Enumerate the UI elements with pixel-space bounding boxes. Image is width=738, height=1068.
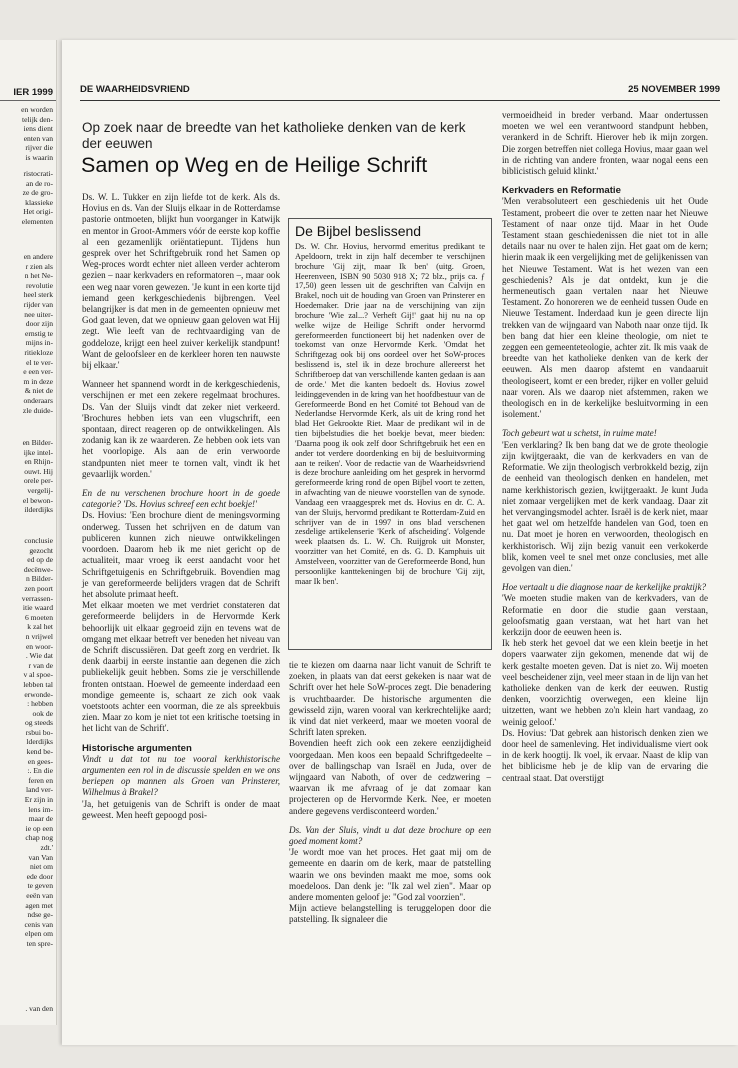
paragraph: Ds. Hovius: 'Dat gebrek aan historisch denken zien we door heel de samenleving. Het individualisme viert ook in de kerk hoogtij. Ik voel, ik ervaar. Naast de klip van het biblicisme heb je de klip van de ervaring die centraal staat. Dat overstijgt (502, 727, 708, 783)
article-title: Samen op Weg en de Heilige Schrift (81, 153, 428, 177)
article-column-2 (289, 660, 491, 926)
paragraph: 'Je wordt moe van het proces. Het gaat mij om de gemeente en daarin om de kerk, maar de patstelling waarin we ons bevinden maakt me moe, soms ook moedeloos. Dan denk je: "Ik zal wel zien". Maar op andere momenten geloof je: "God zal voorzien". (289, 847, 491, 903)
publication-name: DE WAARHEIDSVRIEND (80, 84, 190, 95)
left-page-rule (0, 100, 56, 101)
interview-question: Hoe vertaalt u die diagnose naar de kerkelijke praktijk? (502, 582, 707, 593)
left-fragment-6: . van den (25, 1004, 53, 1013)
article-column-3 (502, 110, 708, 784)
subheading: Kerkvaders en Reformatie (502, 185, 621, 197)
paragraph: Bovendien heeft zich ook een zekere eenzijdigheid voorgedaan. Men koos een bepaald Schriftgedeelte – over de ballingschap van Israël en Juda, over de wijngaard van Naboth, of over de cedzwering – waarvan ik me afvraag of je dat zomaar kan projecteren op de Hervormde Kerk. Nee, er moeten andere gegevens verdisconteerd worden.' (289, 738, 491, 816)
left-page-header: IER 1999 (13, 87, 53, 98)
interview-question: Toch gebeurt wat u schetst, in ruime mate! (502, 428, 657, 439)
paragraph: 'Ja, het getuigenis van de Schrift is onder de maat geweest. Men heeft gepoogd posi- (82, 798, 280, 820)
paragraph: Ds. W. L. Tukker en zijn liefde tot de kerk. Als ds. Hovius en ds. Van der Sluijs elkaar in de Rotterdamse pastorie ontmoeten, blijkt hun voorganger in Katwijk en mentor in Groot-Ammers vóór de eerste kop koffie al een gezamenlijk oriëntatiepunt. Tijdens hun gesprek over het Schriftgebruik rond het Samen op Weg-proces wordt echter niet alleen verder achterom gezien – naar kerkvaders en reformatoren –, maar ook een weg naar voren gewezen. 'Je kunt in een korte tijd iemand geen kerkgeschiedenis bijbrengen. Veel belangrijker is dat men in de gemeenten opnieuw met God gaat leven, dat we opnieuw gaan geloven wat Hij zegt. Wie leeft van de rechtvaardiging van de goddeloze, krijgt een heel zuiver kerkelijk standpunt! Want de geloofsleer en de kerkleer horen ten nauwste bij elkaar.' (82, 192, 280, 371)
paragraph: Wanneer het spannend wordt in de kerkgeschiedenis, verschijnen er met een zekere regelmaat brochures. Ds. Van der Sluijs vindt dat zeker niet verkeerd. 'Brochures hebben iets van een vlugschrift, een spontaan, direct reageren op de ontwikkelingen. Als zodanig kan ik ze waarderen. Ze hebben ook iets van het voorlopige. Als aan de erin verwoorde standpunten niet meer te tornen valt, vindt ik het gevaarlijk worden.' (82, 379, 280, 479)
paragraph: 'Een verklaring? Ik ben bang dat we de grote theologie zijn kwijtgeraakt, die van de kerkvaders en van de Reformatie. We zijn theologisch verbrokkeld bezig, zijn de eenheid van theologisch denken en handelen, met name kerkhistorisch gezien, kwijtgeraakt. Je kunt Juda niet zomaar vergelijken met de kerk vandaag. Daar zit het vervangingsmodel achter. Israël is de kerk niet, maar het gaat wel om hetzelfde handelen van God, toen en nu. Dat moet je horen en verwoorden, theologisch en kerkhistorisch. Wij zijn bezig vanuit een verkokerde blik, komen veel te snel met onze conclusies, met alle gevolgen van dien.' (502, 439, 708, 573)
paragraph: Met elkaar moeten we met verdriet constateren dat gereformeerde belijders in de Hervormde Kerk behoorlijk uit elkaar gegroeid zijn en tevens wat de omgang met elkaar betreft ver beneden het niveau van de Schrift discussiëren. Dat geeft zorg en verdriet. Ik denk daarbij in eerste instantie aan degenen die zich publiekelijk geuit hebben. Soms zie je verschillende fronten ontstaan. Hoewel de gemeente inderdaad een mondige gemeente is, schaart ze zich ook vaak voetstoots achter een voorman, die ze als spreekbuis zien. Maar zo kom je niet tot een kritische toetsing in het licht van de Schrift'. (82, 600, 280, 734)
paragraph: vermoeidheid in breder verband. Maar ondertussen moeten we wel een verantwoord standpunt hebben, verankerd in de Schrift. Hierover heb ik mijn zorgen. Die zorgen betreffen niet collega Hovius, maar gaan wel in de richting van andere fronten, waar nogal eens een biblicistisch geluid klinkt.' (502, 110, 708, 177)
paragraph: Mijn actieve belangstelling is teruggelopen door die patstelling. Ik signaleer die (289, 903, 491, 925)
left-fragment-1: en worden telijk den- iens dient enten van rijver die is waarin (21, 105, 53, 162)
interview-question: En de nu verschenen brochure hoort in de goede categorie? 'Ds. Hovius schreef een echt boekje!' (82, 488, 280, 510)
left-fragment-5: conclusie gezocht ed op de decënwe- n Bilder- zen poort verrassen- itie waard 6 moeten k zal het n vrijwel en woor- . Wie dat r van de v al spoe- lebben tal erwonde- : hebben ook de og steeds rsbui bo- lderdijks kend be- en gees- :. En die feren en land ver- Er zijn in lens im- maar de ie op een chap nog zdt.' van Van niet om ede door te geven eeën van agen met ndse ge- cenis van elpen om ten spre- (21, 536, 53, 948)
interview-question: Vindt u dat tot nu toe vooral kerkhistorische argumenten een rol in de discussie spelden en we ons beriepen op mannen als Groen van Prinsterer, Wilhelmus à Brakel? (82, 753, 280, 798)
sidebar-body: Ds. W. Chr. Hovius, hervormd emeritus predikant te Apeldoorn, trekt in zijn half december te verschijnen brochure 'Gij zijt, maar Ik ben' (uitg. Groen, Heerenveen, ISBN 90 5030 918 X; 72 blz., prijs ca. ƒ 17,50) geen lessen uit de geschriften van Calvijn en Brakel, noch uit de houding van Groen van Prinsterer en Hoedemaker. Drie jaar na de verschijning van zijn brochure 'Wie zal...? Verheft Gij!' gaat hij nu na op welke wijze de Heilige Schrift onder hervormd gereformeerden functioneert bij het nadenken over de toekomst van onze Hervormde Kerk. 'Omdat het Schriftgezag ook bij ons oordeel over het SoW-proces beslissend is, stel ik in deze brochure allereerst het Schriftberoep dat van verschillende kanten gedaan is aan de orde.' Met die kanten bedoelt ds. Hovius zowel leidinggevenden in de kring van het hoofdbestuur van de Gereformeerde Bond en het Comité tot Behoud van de Nederlandse Hervormde Kerk, als uit de kring rond het blad Het Gekrookte Riet. Maar de predikant wil in de tien bijbelstudies die het boekje bevat, meer bieden: 'Daarna poog ik ook zelf door Schriftgebruik het een en ander tot verdere doordenking en bij de besluitvorming aan te reiken'. Voor de redactie van de Waarheidsvriend is deze brochure aanleiding om het gesprek in hervormd gereformeerde kring rond de open Bijbel voort te zetten, in afwachting van de nieuwe voorstellen van de synode. Vandaag een vraaggesprek met ds. Hovius en dr. C. A. van der Sluijs, hervormd predikant te Rotterdam-Zuid en schrijver van de in 1997 in ons blad verschenen zesdelige artikelenserie 'Kerk of afscheiding'. Volgende week plaatsen ds. L. W. Ch. Ruijgrok uit Monster, voorzitter van het Comité, en ds. G. D. Kamphuis uit Amstelveen, voorzitter van de Gereformeerde Bond, hun persoonlijke kanttekeningen bij de brochure 'Gij zijt, maar Ik ben'. (295, 242, 485, 586)
paragraph: tie te kiezen om daarna naar licht vanuit de Schrift te zoeken, in plaats van dat eerst gekeken is naar wat de Schrift over het hele SoW-proces zegt. Die benadering is vruchtbaarder. De historische argumenten die gewisseld zijn, waren vooral van kerkrechtelijke aard; ik vind dat niet verkeerd, maar we moeten vooral de Schrift laten spreken. (289, 660, 491, 738)
paragraph: Ik heb sterk het gevoel dat we een klein beetje in het dopers vaarwater zijn gekomen, menende dat wij de kerk gestalte moeten geven. Dat is niet zo. Wij moeten veel bescheidener zijn, veel meer staan in de lijn van het katholieke denken van de kerk der eeuwen. Rustig denken, voorzichtig overwegen, een kleine lijn uitzetten, want we hebben zo'n klein hart vandaag, zo weinig geloof.' (502, 638, 708, 727)
left-fragment-4: en Bilder- ijke intel- en Rhijn- ouwt. Hij orele per- vergelij- el bewon- ilderdijks (22, 438, 53, 515)
article-column-1 (82, 192, 280, 821)
issue-date: 25 NOVEMBER 1999 (628, 84, 720, 95)
left-page-edge (0, 40, 57, 1025)
paragraph: 'We moeten studie maken van de kerkvaders, van de Reformatie en door die studie gaan verstaan, geloofsmatig gaan verstaan, wat het hart van het kerkzijn door de eeuwen heen is. (502, 593, 708, 637)
running-head (80, 84, 720, 98)
newspaper-page (62, 40, 738, 1045)
sidebar-box (288, 218, 492, 650)
header-rule (80, 100, 720, 101)
paragraph: 'Men verabsoluteert een geschiedenis uit het Oude Testament, probeert die over te zetten naar het Nieuwe Testament of naar onze tijd. Maar in het Oude Testament staan geschiedenissen die niet tot in alle details naar nu over te halen zijn. Het gaat om de kern; hierin maak ik een vergelijking met de gelijkenissen van het Nieuwe Testament. Wat is het wezen van een geschiedenis? Als je dat ontdekt, kun je die hermeneutisch gaan vertalen naar het Nieuwe Testament. Zo honoreren we de eenheid tussen Oude en Nieuwe Testament. Inderdaad kun je geen directe lijn trekken van de wijngaard van Naboth naar onze tijd. Ik ben bang dat hier een kleine theologie, om niet te zeggen een gemeenteteologie, achter zit. Ik mis vaak de breedte van het katholieke denken van de kerk der eeuwen. Als men daarop afstemt en vandaaruit theologiseert, komt er een breder, rijker en voller geluid naar voren. Als we daarop niet afstemmen, raken we theologisch en in de kerkelijke besluitvorming in een isolement.' (502, 196, 708, 420)
sidebar-title: De Bijbel beslissend (295, 223, 422, 239)
paragraph: Ds. Hovius: 'Een brochure dient de meningsvorming onderweg. Tussen het schrijven en de datum van publiceren kunnen zich nieuwe ontwikkelingen voordoen. Daarom heb ik me niet gericht op de actualiteit, maar vroeg ik eerst aandacht voor het Schriftgetuigenis en Schriftgebruik. Bovendien mag je van gereformeerde belijders vragen dat de Schrift het absolute primaat heeft. (82, 510, 280, 599)
article-kicker: Op zoek naar de breedte van het katholieke denken van de kerk der eeuwen (82, 120, 466, 151)
left-fragment-2: ristocrati- an de ro- ze de gro- klassieke Het origi- elementen (21, 169, 53, 226)
interview-question: Ds. Van der Sluis, vindt u dat deze brochure op een goed moment komt? (289, 824, 491, 847)
left-fragment-3: en andere r zien als n het Ne- revolutie heel sterk rijder van nee uiter- door zijn ernstig te mijns in- ritiekloze el te ver- e een ver- m in deze & niet de onderaars zle duide- (22, 252, 53, 415)
subheading: Historische argumenten (82, 742, 192, 754)
